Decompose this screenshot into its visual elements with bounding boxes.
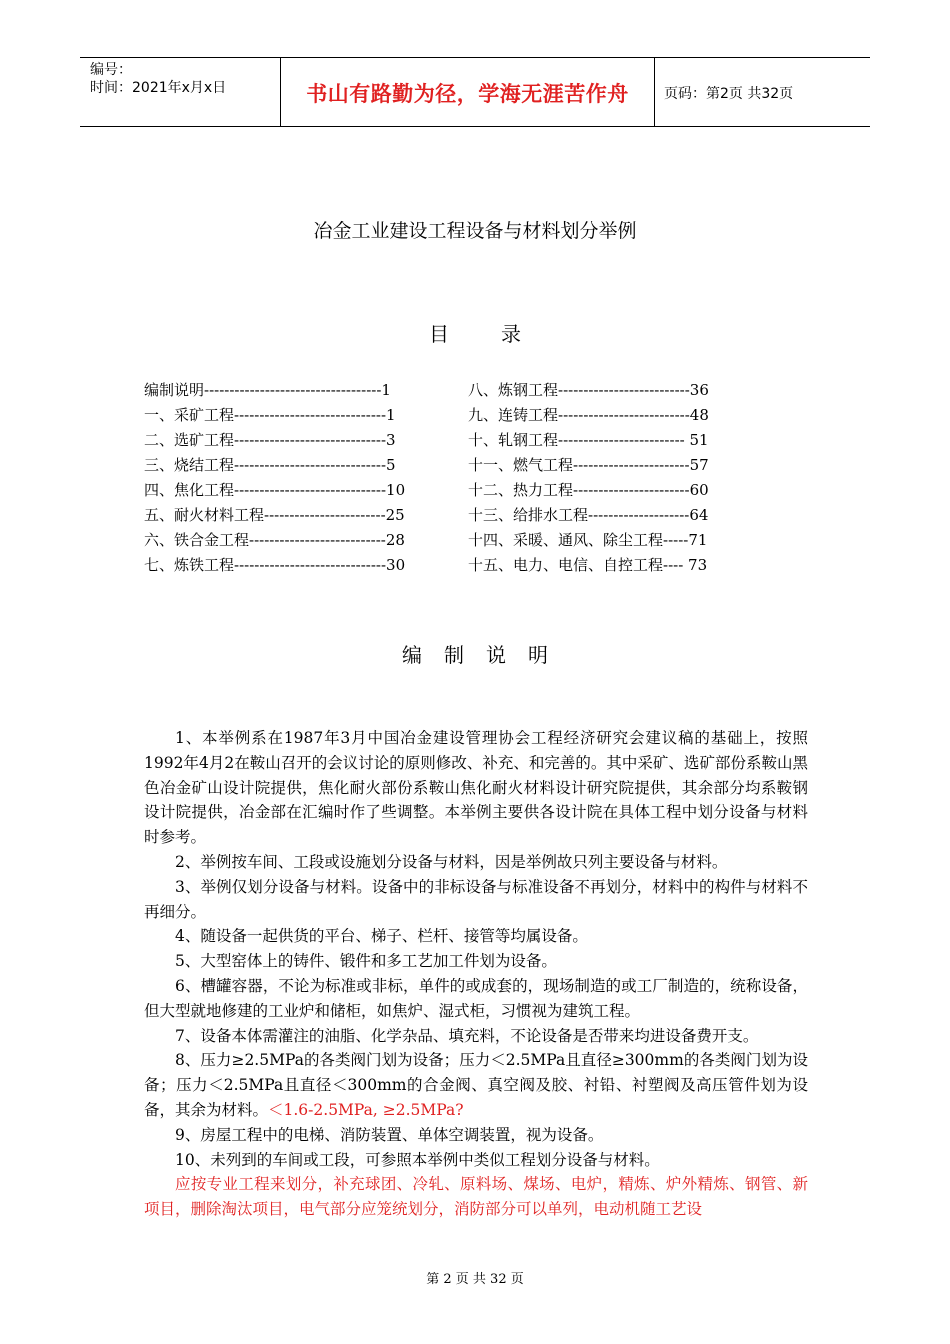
document-number-label: 编号：	[90, 62, 132, 78]
body-paragraph: 4、随设备一起供货的平台、梯子、栏杆、接管等均属设备。	[175, 927, 588, 946]
body-paragraph	[144, 1048, 808, 1122]
toc-entry[interactable]: 五、耐火材料工程------------------------25	[144, 506, 405, 524]
body-paragraph: 9、房屋工程中的电梯、消防装置、单体空调装置，视为设备。	[175, 1125, 604, 1144]
toc-entry[interactable]: 六、铁合金工程---------------------------28	[144, 531, 405, 549]
toc-entry[interactable]: 一、采矿工程------------------------------1	[144, 406, 396, 424]
toc-entry[interactable]: 编制说明-----------------------------------1	[144, 381, 391, 399]
body-paragraph: 10、未列到的车间或工段，可参照本举例中类似工程划分设备与材料。	[175, 1150, 660, 1169]
toc-entry[interactable]: 七、炼铁工程------------------------------30	[144, 556, 406, 574]
document-body	[144, 726, 808, 1222]
toc-entry[interactable]: 十四、采暖、通风、除尘工程-----71	[468, 531, 708, 549]
header-page-info: 页码：第2页 共32页	[664, 86, 794, 102]
review-note: ＜1.6-2.5MPa, ≥2.5MPa?	[268, 1100, 464, 1119]
toc-column-right	[468, 378, 709, 578]
toc-entry[interactable]: 十二、热力工程-----------------------60	[468, 481, 709, 499]
document-time-label: 时间：2021年x月x日	[90, 80, 227, 96]
review-note-paragraph: 应按专业工程来划分，补充球团、冷轧、原料场、煤场、电炉，精炼、炉外精炼、钢管、新项目，删除淘汰项目，电气部分应笼统划分，消防部分可以单列，电动机随工艺设	[144, 1175, 808, 1219]
body-paragraph: 5、大型窑体上的铸件、锻件和多工艺加工件划为设备。	[175, 952, 557, 971]
header-meta-cell	[80, 58, 280, 126]
body-paragraph: 6、槽罐容器，不论为标准或非标，单件的或成套的，现场制造的或工厂制造的，统称设备，但大型就地修建的工业炉和储柜，如焦炉、湿式柜，习惯视为建筑工程。	[144, 976, 808, 1020]
header-motto-cell	[280, 58, 655, 126]
toc-entry[interactable]: 三、烧结工程------------------------------5	[144, 456, 396, 474]
toc-title: 目录	[429, 322, 573, 346]
toc-entry[interactable]: 十三、给排水工程--------------------64	[468, 506, 709, 524]
body-paragraph-main: 8、压力≥2.5MPa的各类阀门划为设备；压力＜2.5MPa且直径≥300mm的各类阀门划为设备；压力＜2.5MPa且直径＜300mm的合金阀、真空阀及胶、衬铅、衬塑阀及高压管件划为设备，其余为材料。	[144, 1051, 808, 1119]
toc-entry[interactable]: 十、轧钢工程------------------------- 51	[468, 431, 709, 449]
toc-entry[interactable]: 四、焦化工程------------------------------10	[144, 481, 406, 499]
toc-entry[interactable]: 十一、燃气工程-----------------------57	[468, 456, 709, 474]
body-paragraph: 2、举例按车间、工段或设施划分设备与材料，因是举例故只列主要设备与材料。	[175, 852, 728, 871]
toc-column-left	[144, 378, 405, 578]
header-page-cell	[654, 58, 870, 126]
document-title: 冶金工业建设工程设备与材料划分举例	[313, 220, 637, 242]
section-title: 编制说明	[402, 643, 570, 667]
toc-entry[interactable]: 十五、电力、电信、自控工程---- 73	[468, 556, 708, 574]
body-paragraph: 7、设备本体需灌注的油脂、化学杂品、填充料，不论设备是否带来均进设备费开支。	[175, 1026, 759, 1045]
toc-entry[interactable]: 二、选矿工程------------------------------3	[144, 431, 396, 449]
page-footer: 第 2 页 共 32 页	[426, 1272, 524, 1287]
toc-entry[interactable]: 八、炼钢工程--------------------------36	[468, 381, 709, 399]
header-motto: 书山有路勤为径，学海无涯苦作舟	[306, 82, 629, 106]
body-paragraph: 3、举例仅划分设备与材料。设备中的非标设备与标准设备不再划分，材料中的构件与材料不再细分。	[144, 877, 808, 921]
document-header	[80, 57, 870, 127]
toc-entry[interactable]: 九、连铸工程--------------------------48	[468, 406, 709, 424]
body-paragraph: 1、本举例系在1987年3月中国冶金建设管理协会工程经济研究会建议稿的基础上，按照1992年4月2在鞍山召开的会议讨论的原则修改、补充、和完善的。其中采矿、选矿部份系鞍山黑色冶金矿山设计院提供，焦化耐火部份系鞍山焦化耐火材料设计研究院提供，其余部分均系鞍钢设计院提供，冶金部在汇编时作了些调整。本举例主要供各设计院在具体工程中划分设备与材料时参考。	[144, 729, 808, 847]
